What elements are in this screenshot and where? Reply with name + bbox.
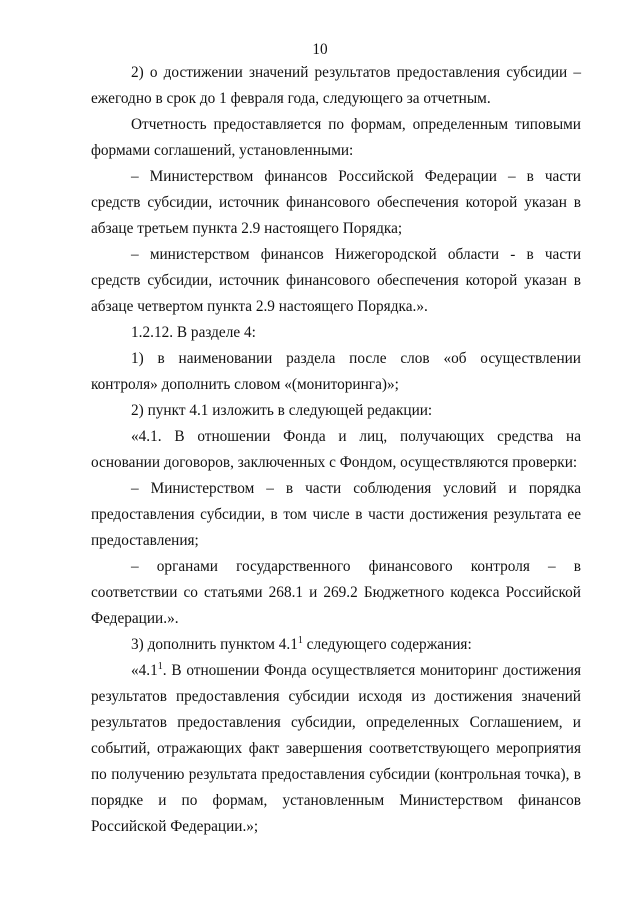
superscript: 1 (157, 661, 163, 672)
paragraph-report-deadline: 2) о достижении значений результатов предоставления субсидии – ежегодно в срок до 1 февраля года, следующего за отчетным. (91, 64, 581, 107)
paragraph-item-4-1-1-intro (91, 632, 581, 658)
superscript: 1 (297, 635, 303, 646)
paragraph-section-title-change: 1) в наименовании раздела после слов «об осуществлении контроля» дополнить словом «(мониторинга)»; (91, 350, 581, 393)
document-body (91, 60, 581, 840)
paragraph-financial-control: – органами государственного финансового контроля – в соответствии со статьями 268.1 и 269.2 Бюджетного кодекса Российской Федерации.». (91, 558, 581, 627)
paragraph-ministry-rf: – Министерством финансов Российской Федерации – в части средств субсидии, источник финансового обеспечения которой указан в абзаце третьем пункта 2.9 настоящего Порядка; (91, 168, 581, 237)
text-segment: следующего содержания: (302, 636, 472, 653)
page-number: 10 (312, 41, 328, 58)
paragraph-item-4-1-intro: 2) пункт 4.1 изложить в следующей редакции: (131, 402, 433, 419)
paragraph-ministry-nn: – министерством финансов Нижегородской области - в части средств субсидии, источник финансового обеспечения которой указан в абзаце четвертом пункта 2.9 настоящего Порядка.». (91, 246, 581, 315)
text-segment: «4.1 (131, 662, 158, 679)
paragraph-section-4: 1.2.12. В разделе 4: (131, 324, 256, 341)
paragraph-ministry-checks: – Министерством – в части соблюдения условий и порядка предоставления субсидии, в том числе в части достижения результата ее предоставления; (91, 480, 581, 549)
text-segment: . В отношении Фонда осуществляется мониторинг достижения результатов предоставления субсидии исходя из достижения значений результатов предоставления субсидии, определенных Соглашением, и событий, отражающих факт завершения соответствующего мероприятия по получению результата предоставления субсидии (контрольная точка), в порядке и по формам, установленным Министерством финансов Российской Федерации.»; (91, 662, 581, 835)
text-segment: 3) дополнить пунктом 4.1 (131, 636, 298, 653)
paragraph-item-4-1: «4.1. В отношении Фонда и лиц, получающих средства на основании договоров, заключенных с Фондом, осуществляются проверки: (91, 428, 581, 471)
paragraph-report-forms: Отчетность предоставляется по формам, определенным типовыми формами соглашений, установленными: (91, 116, 581, 159)
paragraph-item-4-1-1 (91, 658, 581, 840)
